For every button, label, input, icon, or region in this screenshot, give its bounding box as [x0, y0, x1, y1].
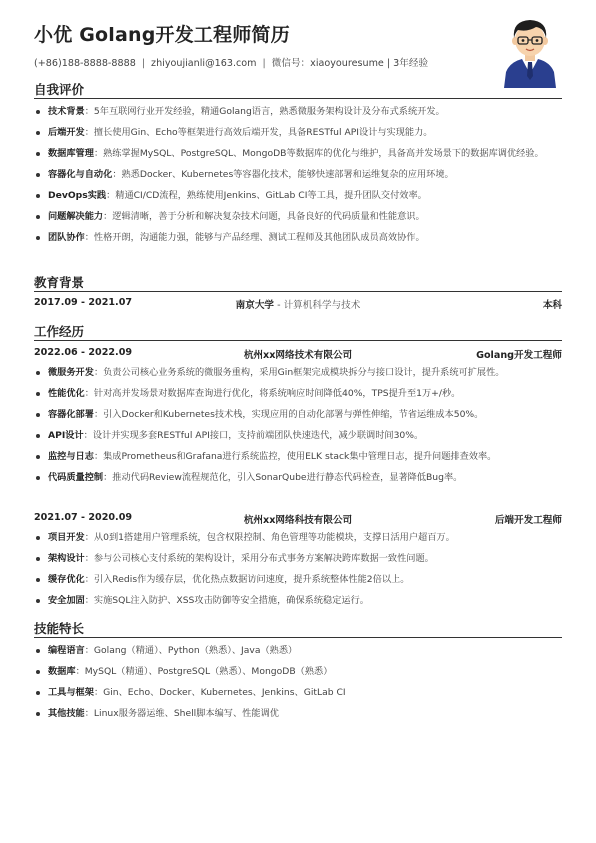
job-duties-list [34, 366, 562, 492]
list-item: 团队协作：性格开朗，沟通能力强，能够与产品经理、测试工程师及其他团队成员高效协作。 [34, 231, 562, 246]
list-item: 性能优化：针对高并发场景对数据库查询进行优化，将系统响应时间降低40%，TPS提升至1万+/秒。 [34, 387, 562, 402]
list-item: 安全加固：实施SQL注入防护、XSS攻击防御等安全措施，确保系统稳定运行。 [34, 594, 562, 609]
section-title-work: 工作经历 [34, 324, 85, 339]
job-period: 2022.06 - 2022.09 [34, 347, 133, 358]
section-divider [34, 291, 562, 292]
list-item: 数据库管理：熟练掌握MySQL、PostgreSQL、MongoDB等数据库的优化与维护，具备高并发场景下的数据库调优经验。 [34, 147, 562, 162]
skills-list [34, 644, 562, 728]
contact-line [34, 55, 428, 69]
edu-school-line [34, 297, 562, 311]
edu-major: - 计算机科学与技术 [274, 300, 361, 311]
list-item: 容器化与自动化：熟悉Docker、Kubernetes等容器化技术，能够快速部署和运维复杂的应用环境。 [34, 168, 562, 183]
list-item: 技术背景：5年互联网行业开发经验，精通Golang语言，熟悉微服务架构设计及分布式系统开发。 [34, 105, 562, 120]
list-item: DevOps实践：精通CI/CD流程，熟练使用Jenkins、GitLab CI等工具，提升团队交付效率。 [34, 189, 562, 204]
list-item: 监控与日志：集成Prometheus和Grafana进行系统监控，使用ELK stack集中管理日志，提升问题排查效率。 [34, 450, 562, 465]
list-item: 编程语言：Golang（精通）、Python（熟悉）、Java（熟悉） [34, 644, 562, 659]
job-title: 后端开发工程师 [494, 515, 562, 526]
person-avatar-icon [498, 12, 562, 88]
list-item: API设计：设计并实现多套RESTful API接口，支持前端团队快速迭代，减少联调时间30%。 [34, 429, 562, 444]
section-divider [34, 637, 562, 638]
job-row [34, 347, 562, 361]
job-period: 2021.07 - 2020.09 [34, 512, 133, 523]
list-item: 数据库：MySQL（精通）、PostgreSQL（熟悉）、MongoDB（熟悉） [34, 665, 562, 680]
list-item: 工具与框架：Gin、Echo、Docker、Kubernetes、Jenkins、GitLab CI [34, 686, 562, 701]
list-item: 容器化部署：引入Docker和Kubernetes技术栈，实现应用的自动化部署与弹性伸缩，节省运维成本50%。 [34, 408, 562, 423]
section-divider [34, 340, 562, 341]
job-row [34, 512, 562, 526]
list-item: 其他技能：Linux服务器运维、Shell脚本编写、性能调优 [34, 707, 562, 722]
phone-text: (+86)188-8888-8888 [34, 58, 136, 69]
section-title-self-eval: 自我评价 [34, 82, 85, 97]
list-item: 架构设计：参与公司核心支付系统的架构设计，采用分布式事务方案解决跨库数据一致性问题。 [34, 552, 562, 567]
list-item: 代码质量控制：推动代码Review流程规范化，引入SonarQube进行静态代码检查，显著降低Bug率。 [34, 471, 562, 486]
job-duties-list [34, 531, 562, 615]
email-text: zhiyoujianli@163.com [151, 58, 257, 69]
self-eval-list [34, 105, 562, 252]
list-item: 缓存优化：引入Redis作为缓存层，优化热点数据访问速度，提升系统整体性能2倍以上。 [34, 573, 562, 588]
section-divider [34, 98, 562, 99]
separator: | [262, 58, 266, 69]
avatar-illustration [498, 12, 562, 88]
section-title-education: 教育背景 [34, 275, 85, 290]
list-item: 项目开发：从0到1搭建用户管理系统，包含权限控制、角色管理等功能模块，支撑日活用户超百万。 [34, 531, 562, 546]
resume-title: 小优 Golang开发工程师简历 [34, 24, 290, 46]
section-title-skills: 技能特长 [34, 621, 85, 636]
list-item: 微服务开发：负责公司核心业务系统的微服务重构，采用Gin框架完成模块拆分与接口设计，提升系统可扩展性。 [34, 366, 562, 381]
edu-degree: 本科 [542, 300, 562, 311]
separator: | [141, 58, 146, 69]
job-company: 杭州xx网络科技有限公司 [243, 515, 353, 526]
wechat-text: 微信号：xiaoyouresume | 3年经验 [271, 58, 429, 69]
list-item: 问题解决能力：逻辑清晰，善于分析和解决复杂技术问题，具备良好的代码质量和性能意识。 [34, 210, 562, 225]
edu-school: 南京大学 [235, 300, 275, 311]
job-company: 杭州xx网络技术有限公司 [243, 350, 353, 361]
edu-period: 2017.09 - 2021.07 [34, 297, 133, 308]
education-row [34, 297, 562, 311]
list-item: 后端开发：擅长使用Gin、Echo等框架进行高效后端开发，具备RESTful API设计与实现能力。 [34, 126, 562, 141]
job-title: Golang开发工程师 [476, 350, 562, 361]
